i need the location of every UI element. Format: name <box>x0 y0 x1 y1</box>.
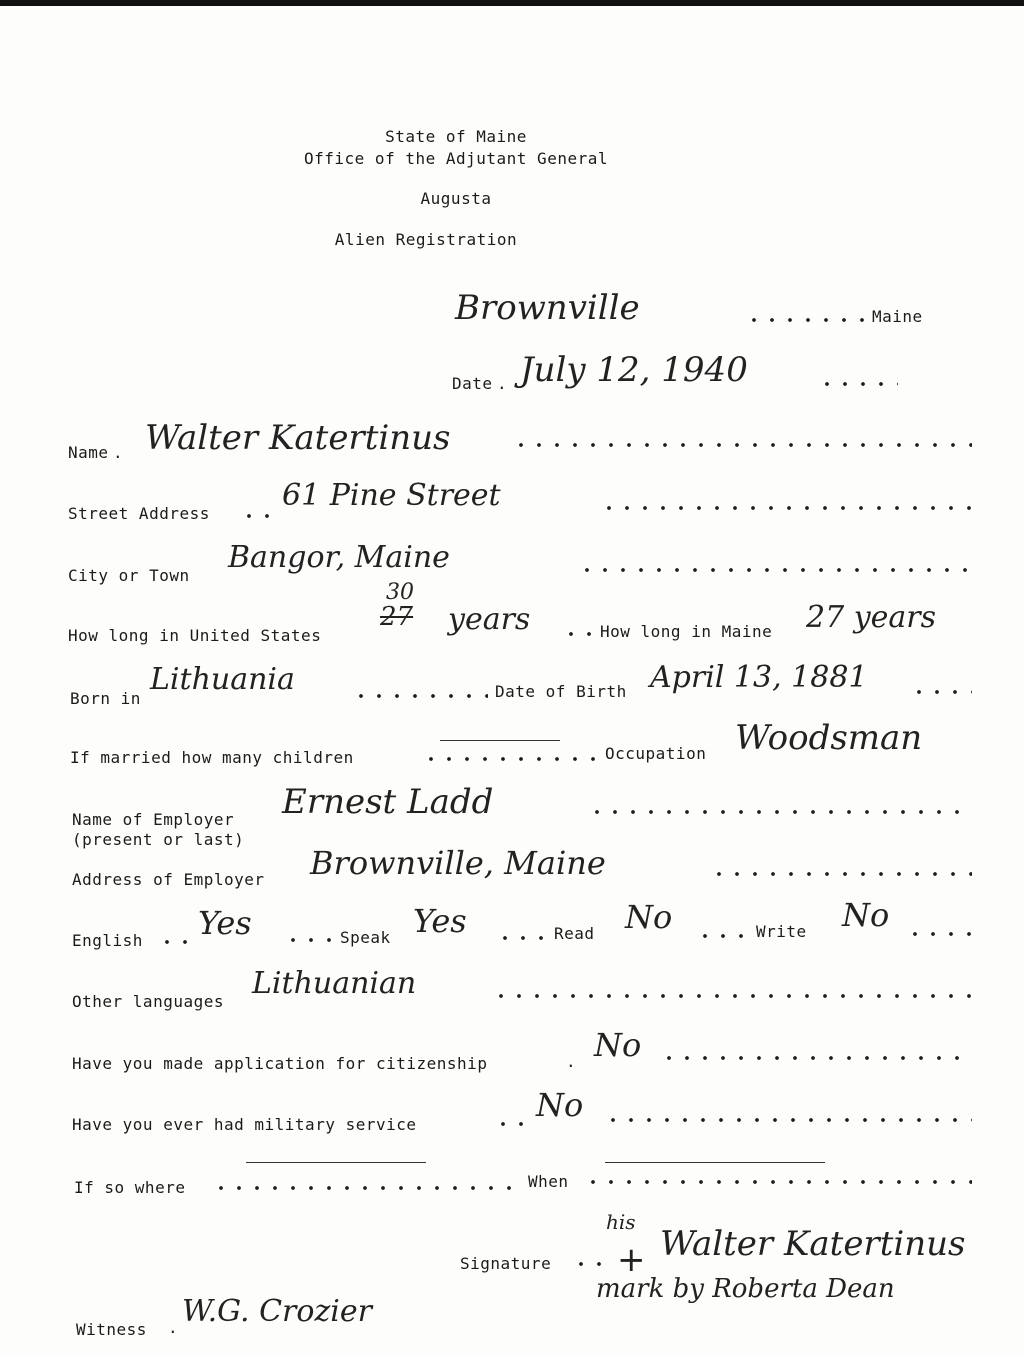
signature-mark: + <box>617 1240 646 1280</box>
street-label: Street Address <box>68 504 210 523</box>
place-value: Brownville <box>455 288 640 328</box>
header-state: State of Maine <box>385 127 527 146</box>
employer-address-value: Brownville, Maine <box>310 844 606 882</box>
dot-leader <box>696 934 752 938</box>
dot-leader <box>422 757 602 761</box>
dot-leader <box>572 1262 612 1266</box>
read-value: No <box>625 898 673 936</box>
english-value: Yes <box>198 904 252 942</box>
witness-label: Witness <box>76 1320 147 1339</box>
dot-leader <box>588 810 972 814</box>
where-blank-line <box>246 1162 426 1163</box>
speak-label: Speak <box>340 928 391 947</box>
other-languages-value: Lithuanian <box>252 966 417 1001</box>
english-label: English <box>72 931 143 950</box>
dot-leader <box>600 506 972 510</box>
maine-value: 27 years <box>806 600 937 635</box>
street-value: 61 Pine Street <box>282 478 501 513</box>
dot-leader <box>562 632 598 636</box>
dot-leader <box>710 872 972 876</box>
dot-leader <box>512 443 972 447</box>
us-label: How long in United States <box>68 626 322 645</box>
citizenship-value: No <box>594 1026 642 1064</box>
alien-registration-form: State of Maine Office of the Adjutant General Augusta Alien Registration Brownville Maine Date . July 12, 1940 Name . Walter Katertinus Street Address 61 Pine Street City or Town Bangor, Maine How long in United States 30 27 years How long in Maine 27 years Born in Lithuania Date of Birth April 13, 1881 If married how many children Occupation Woodsman Name of Employer (present or last) Ernest Ladd Address of Employer Brownville, Maine English Yes Speak Yes Read No Write No Other languages Lithuanian Have you made application for citizenship . No Have you ever had military service No If so where When Signature his + Walter Katertinus mark by Roberta Dean Witness . W.G. Crozier <box>0 0 1024 1355</box>
place-suffix: Maine <box>872 307 923 326</box>
witness-value: W.G. Crozier <box>182 1294 372 1329</box>
date-label: Date <box>452 374 493 393</box>
speak-value: Yes <box>413 902 467 940</box>
dot-leader <box>818 382 898 386</box>
form-title: Alien Registration <box>334 230 518 249</box>
dot-leader <box>158 940 194 944</box>
citizenship-label: Have you made application for citizenship <box>72 1054 488 1073</box>
children-label: If married how many children <box>70 748 354 767</box>
occupation-value: Woodsman <box>735 718 923 758</box>
signature-his: his <box>606 1210 636 1234</box>
dot-leader <box>584 1180 972 1184</box>
dot-leader <box>906 932 972 936</box>
dot-leader <box>604 1118 972 1122</box>
born-label: Born in <box>70 689 141 708</box>
employer-sublabel: (present or last) <box>72 830 245 849</box>
header-city: Augusta <box>420 189 492 208</box>
signature-label: Signature <box>460 1254 552 1273</box>
signature-mark-note: mark by Roberta Dean <box>596 1274 895 1304</box>
dob-value: April 13, 1881 <box>650 660 868 695</box>
name-label: Name <box>68 443 109 462</box>
occupation-label: Occupation <box>605 744 707 763</box>
dot-leader <box>352 694 488 698</box>
employer-label: Name of Employer <box>72 810 235 829</box>
born-value: Lithuania <box>150 662 295 697</box>
dot-leader <box>492 994 972 998</box>
dot-leader <box>660 1056 972 1060</box>
employer-address-label: Address of Employer <box>72 870 265 889</box>
dot-leader <box>578 568 972 572</box>
us-correction: 30 <box>386 580 414 605</box>
when-label: When <box>528 1172 569 1191</box>
city-value: Bangor, Maine <box>228 540 450 575</box>
write-value: No <box>842 896 890 934</box>
dot-leader <box>910 690 972 694</box>
dot-leader <box>284 938 338 942</box>
other-languages-label: Other languages <box>72 992 224 1011</box>
city-label: City or Town <box>68 566 190 585</box>
scan-edge <box>0 0 1024 6</box>
us-value: years <box>448 602 531 637</box>
name-value: Walter Katertinus <box>145 418 451 458</box>
military-label: Have you ever had military service <box>72 1115 417 1134</box>
where-label: If so where <box>74 1178 186 1197</box>
military-value: No <box>536 1086 584 1124</box>
dob-label: Date of Birth <box>495 682 627 701</box>
header-office: Office of the Adjutant General <box>304 149 608 168</box>
signature-value: Walter Katertinus <box>660 1224 966 1264</box>
dot-leader <box>240 514 280 518</box>
us-struck-value: 27 <box>380 602 414 632</box>
write-label: Write <box>756 922 807 941</box>
children-blank-line <box>440 740 560 741</box>
date-value: July 12, 1940 <box>520 350 748 390</box>
read-label: Read <box>554 924 595 943</box>
maine-label: How long in Maine <box>600 622 773 641</box>
dot-leader <box>212 1186 524 1190</box>
when-blank-line <box>605 1162 825 1163</box>
dot-leader <box>745 318 865 322</box>
employer-value: Ernest Ladd <box>282 782 494 822</box>
dot-leader <box>494 1122 530 1126</box>
dot-leader <box>496 936 550 940</box>
